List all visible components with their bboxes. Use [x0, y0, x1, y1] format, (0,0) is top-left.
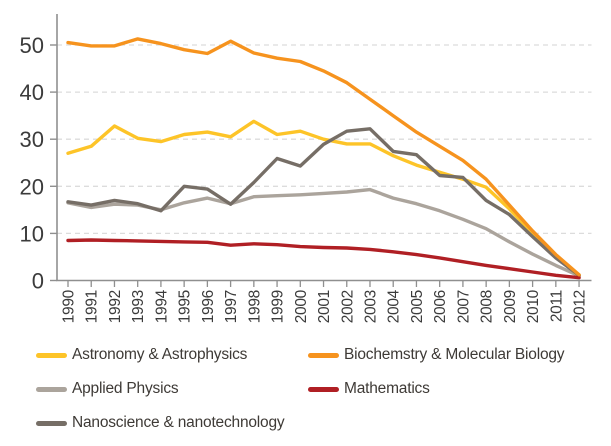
legend-swatch: [308, 353, 339, 358]
y-tick-label: 40: [19, 80, 44, 106]
y-tick-label: 0: [31, 268, 44, 294]
x-tick-label: 2005: [408, 290, 426, 324]
x-tick-label: 2010: [525, 290, 543, 324]
legend-label: Astronomy & Astrophysics: [72, 346, 248, 363]
x-tick-label: 2012: [571, 290, 589, 324]
x-tick-label: 1994: [153, 290, 171, 324]
x-tick-label: 2004: [385, 290, 403, 324]
legend-swatch: [36, 353, 67, 358]
x-tick-label: 1999: [269, 290, 287, 324]
x-tick-label: 1998: [246, 290, 264, 324]
x-tick-label: 2003: [362, 290, 380, 324]
legend-item-mathematics: [308, 380, 430, 398]
legend-item-astronomy-astrophysics: [36, 346, 247, 364]
legend-swatch: [36, 421, 67, 426]
x-tick-label: 1992: [106, 290, 124, 324]
legend-label: Applied Physics: [72, 380, 179, 397]
x-tick-label: 2007: [455, 290, 473, 324]
x-tick-label: 2001: [316, 290, 334, 324]
y-tick-label: 50: [19, 33, 44, 58]
y-tick-label: 30: [19, 127, 44, 153]
x-tick-label: 2011: [548, 290, 566, 323]
legend-label: Mathematics: [344, 380, 430, 397]
x-tick-label: 1991: [83, 290, 101, 324]
x-tick-label: 1995: [176, 290, 194, 324]
x-tick-label: 2009: [501, 290, 519, 324]
x-tick-label: 1993: [130, 290, 148, 324]
series-line-mathematics: [68, 240, 579, 278]
legend-item-nanoscience-nanotechnology: [36, 414, 284, 432]
legend-swatch: [308, 387, 339, 392]
legend-label: Biochemstry & Molecular Biology: [344, 346, 565, 363]
x-tick-label: 2000: [292, 290, 310, 324]
x-tick-label: 1996: [199, 290, 217, 324]
legend-item-applied-physics: [36, 380, 178, 398]
legend-label: Nanoscience & nanotechnology: [72, 414, 285, 431]
x-tick-label: 1997: [223, 290, 241, 324]
legend-item-biochemstry-molecular-biology: [308, 346, 564, 364]
y-tick-label: 10: [19, 221, 44, 247]
x-tick-label: 2008: [478, 290, 496, 324]
x-tick-label: 2002: [339, 290, 357, 324]
y-tick-label: 20: [19, 174, 44, 200]
legend-swatch: [36, 387, 67, 392]
x-tick-label: 2006: [432, 290, 450, 324]
x-tick-label: 1990: [60, 290, 78, 324]
